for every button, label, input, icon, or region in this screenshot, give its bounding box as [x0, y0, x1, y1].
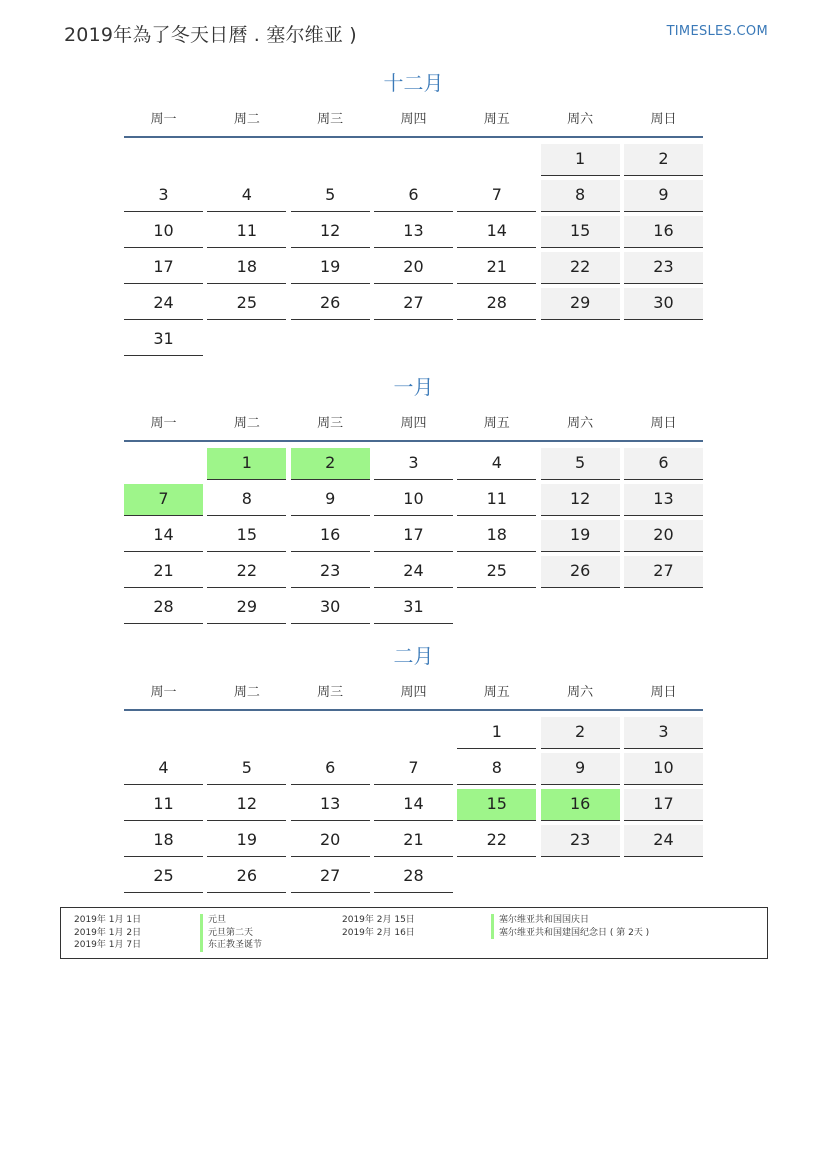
day-cell: 11	[457, 484, 536, 516]
day-cell: 27	[624, 556, 703, 588]
day-cell: 7	[374, 753, 453, 785]
day-cell: 16	[624, 216, 703, 248]
holiday-legend	[60, 907, 768, 959]
day-cell: 3	[124, 180, 203, 212]
weekday-label: 周一	[150, 684, 177, 700]
day-cell: 17	[124, 252, 203, 284]
weekday-header-row	[124, 98, 703, 138]
day-cell: 22	[457, 825, 536, 857]
day-cell: 29	[207, 592, 286, 624]
weekday-label: 周一	[150, 111, 177, 127]
day-cell: 21	[374, 825, 453, 857]
day-cell: 27	[291, 861, 370, 893]
day-cell: 6	[374, 180, 453, 212]
weekday-label: 周三	[317, 684, 344, 700]
day-cell: 2	[541, 717, 620, 749]
empty-day-cell	[374, 717, 453, 749]
legend-date: 2019年 2月 16日	[342, 927, 415, 938]
day-cell: 6	[291, 753, 370, 785]
day-cell: 25	[457, 556, 536, 588]
legend-holiday-name: 元旦第二天	[200, 927, 262, 940]
day-cell: 20	[624, 520, 703, 552]
day-cell: 20	[291, 825, 370, 857]
day-cell: 8	[541, 180, 620, 212]
month-february	[124, 641, 703, 895]
weekday-label: 周日	[650, 415, 677, 431]
month-december	[124, 68, 703, 358]
day-cell: 24	[624, 825, 703, 857]
day-cell: 22	[541, 252, 620, 284]
day-cell: 7	[457, 180, 536, 212]
day-cell: 21	[124, 556, 203, 588]
empty-day-cell	[374, 324, 453, 356]
day-cell: 10	[374, 484, 453, 516]
legend-date: 2019年 1月 1日	[74, 915, 142, 925]
weekday-label: 周一	[150, 415, 177, 431]
legend-holiday-name: 东正教圣诞节	[200, 939, 262, 952]
weekday-label: 周五	[483, 111, 510, 127]
empty-day-cell	[291, 144, 370, 176]
holiday-day-cell: 15	[457, 789, 536, 821]
day-cell: 19	[207, 825, 286, 857]
legend-holiday-name: 元旦	[200, 914, 262, 927]
empty-day-cell	[374, 144, 453, 176]
day-cell: 5	[291, 180, 370, 212]
holiday-day-cell: 16	[541, 789, 620, 821]
day-cell: 18	[207, 252, 286, 284]
day-cell: 29	[541, 288, 620, 320]
day-cell: 3	[624, 717, 703, 749]
empty-day-cell	[207, 144, 286, 176]
day-cell: 8	[457, 753, 536, 785]
day-cell: 18	[457, 520, 536, 552]
empty-day-cell	[541, 592, 620, 624]
legend-names-col-2	[491, 914, 649, 939]
page-title: 2019年為了冬天日曆 . 塞尔维亚 )	[64, 24, 357, 46]
day-cell: 23	[624, 252, 703, 284]
day-cell: 4	[207, 180, 286, 212]
empty-day-cell	[124, 717, 203, 749]
day-cell: 28	[124, 592, 203, 624]
weekday-label: 周六	[567, 111, 594, 127]
day-cell: 25	[207, 288, 286, 320]
day-cell: 27	[374, 288, 453, 320]
day-cell: 1	[457, 717, 536, 749]
day-cell: 12	[291, 216, 370, 248]
empty-day-cell	[207, 324, 286, 356]
day-cell: 1	[541, 144, 620, 176]
day-cell: 26	[291, 288, 370, 320]
day-cell: 9	[624, 180, 703, 212]
legend-dates-col-1	[74, 914, 141, 952]
legend-dates-col-2	[342, 914, 415, 939]
weekday-header-row	[124, 402, 703, 442]
day-cell: 23	[291, 556, 370, 588]
empty-day-cell	[457, 144, 536, 176]
empty-day-cell	[457, 324, 536, 356]
legend-date: 2019年 1月 7日	[74, 940, 142, 950]
weekday-label: 周日	[650, 111, 677, 127]
day-cell: 6	[624, 448, 703, 480]
day-cell: 14	[374, 789, 453, 821]
weekday-label: 周六	[567, 684, 594, 700]
empty-day-cell	[291, 324, 370, 356]
empty-day-cell	[291, 717, 370, 749]
day-cell: 14	[457, 216, 536, 248]
day-cell: 19	[291, 252, 370, 284]
month-title: 一月	[393, 375, 434, 399]
weekday-label: 周二	[233, 111, 260, 127]
day-cell: 23	[541, 825, 620, 857]
empty-day-cell	[624, 592, 703, 624]
day-cell: 13	[291, 789, 370, 821]
day-cell: 10	[124, 216, 203, 248]
day-cell: 17	[374, 520, 453, 552]
day-cell: 16	[291, 520, 370, 552]
empty-day-cell	[207, 717, 286, 749]
day-cell: 20	[374, 252, 453, 284]
weekday-label: 周三	[317, 111, 344, 127]
weekday-label: 周三	[317, 415, 344, 431]
day-cell: 31	[374, 592, 453, 624]
day-cell: 28	[457, 288, 536, 320]
day-cell: 17	[624, 789, 703, 821]
day-cell: 28	[374, 861, 453, 893]
legend-holiday-name: 塞尔维亚共和国国庆日	[491, 914, 649, 927]
day-cell: 26	[541, 556, 620, 588]
day-cell: 5	[541, 448, 620, 480]
day-cell: 14	[124, 520, 203, 552]
day-cell: 19	[541, 520, 620, 552]
weekday-header-row	[124, 671, 703, 711]
day-cell: 3	[374, 448, 453, 480]
empty-day-cell	[457, 592, 536, 624]
day-cell: 10	[624, 753, 703, 785]
legend-date: 2019年 2月 15日	[342, 915, 415, 925]
weekday-label: 周二	[233, 415, 260, 431]
day-cell: 2	[624, 144, 703, 176]
empty-day-cell	[457, 861, 536, 893]
holiday-day-cell: 1	[207, 448, 286, 480]
day-cell: 21	[457, 252, 536, 284]
day-grid	[124, 142, 703, 358]
weekday-label: 周五	[483, 684, 510, 700]
day-cell: 15	[541, 216, 620, 248]
day-cell: 30	[291, 592, 370, 624]
empty-day-cell	[624, 324, 703, 356]
day-grid	[124, 715, 703, 895]
holiday-day-cell: 7	[124, 484, 203, 516]
legend-names-col-1	[200, 914, 262, 952]
day-cell: 24	[374, 556, 453, 588]
legend-holiday-name: 塞尔维亚共和国建国纪念日 ( 第 2天 )	[491, 927, 649, 940]
empty-day-cell	[124, 448, 203, 480]
day-cell: 13	[374, 216, 453, 248]
weekday-label: 周二	[233, 684, 260, 700]
weekday-label: 周五	[483, 415, 510, 431]
legend-date: 2019年 1月 2日	[74, 927, 142, 938]
empty-day-cell	[541, 324, 620, 356]
day-cell: 8	[207, 484, 286, 516]
day-cell: 4	[457, 448, 536, 480]
day-cell: 11	[207, 216, 286, 248]
day-cell: 11	[124, 789, 203, 821]
day-cell: 5	[207, 753, 286, 785]
weekday-label: 周四	[400, 111, 427, 127]
weekday-label: 周六	[567, 415, 594, 431]
day-cell: 25	[124, 861, 203, 893]
day-cell: 30	[624, 288, 703, 320]
day-grid	[124, 446, 703, 626]
weekday-label: 周日	[650, 684, 677, 700]
day-cell: 31	[124, 324, 203, 356]
empty-day-cell	[541, 861, 620, 893]
day-cell: 12	[207, 789, 286, 821]
empty-day-cell	[624, 861, 703, 893]
holiday-day-cell: 2	[291, 448, 370, 480]
day-cell: 4	[124, 753, 203, 785]
month-january	[124, 372, 703, 626]
day-cell: 15	[207, 520, 286, 552]
site-name[interactable]: TIMESLES.COM	[666, 24, 768, 39]
weekday-label: 周四	[400, 684, 427, 700]
day-cell: 24	[124, 288, 203, 320]
day-cell: 26	[207, 861, 286, 893]
empty-day-cell	[124, 144, 203, 176]
day-cell: 9	[291, 484, 370, 516]
month-title: 二月	[393, 644, 434, 668]
day-cell: 13	[624, 484, 703, 516]
day-cell: 12	[541, 484, 620, 516]
day-cell: 22	[207, 556, 286, 588]
month-title: 十二月	[383, 71, 444, 95]
weekday-label: 周四	[400, 415, 427, 431]
day-cell: 9	[541, 753, 620, 785]
day-cell: 18	[124, 825, 203, 857]
